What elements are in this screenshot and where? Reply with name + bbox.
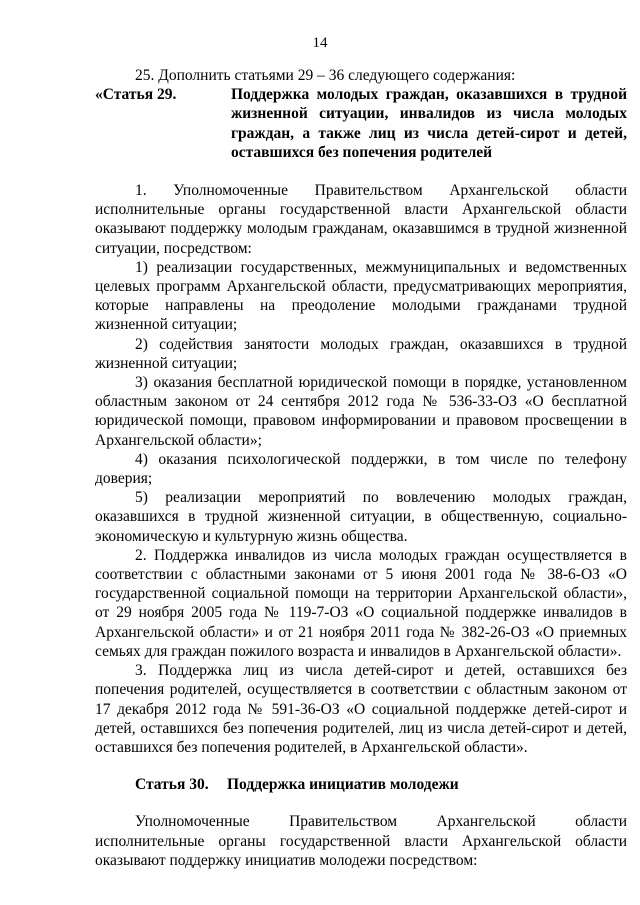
page-number: 14 bbox=[312, 35, 328, 51]
article-29-title: Поддержка молодых граждан, оказавшихся в трудной жизненной ситуации, инвалидов из числа молодых граждан, а также лиц из числа детей-сирот и детей, оставшихся без попечения родителей bbox=[231, 86, 627, 161]
art29-item-2: 2) содействия занятости молодых граждан, оказавшихся в трудной жизненной ситуации; bbox=[95, 335, 627, 372]
spacer bbox=[95, 794, 627, 812]
document-body bbox=[95, 66, 627, 870]
spacer bbox=[95, 757, 627, 775]
art29-item-5: 5) реализации мероприятий по вовлечению молодых граждан, оказавшихся в трудной жизненной ситуации, в общественную, социально-экономическую и культурную жизнь общества. bbox=[95, 489, 627, 545]
article-30-title: Поддержка инициатив молодежи bbox=[227, 776, 459, 794]
art29-paragraph-2: 2. Поддержка инвалидов из числа молодых граждан осуществляется в соответствии с областными законами от 5 июня 2001 года № 38-6-ОЗ «О государственной социальной помощи на территории Архангельской области», от 29 ноября 2005 года № 119-7-ОЗ «О социальной поддержке инвалидов в Архангельской области» и от 21 ноября 2011 года № 382-26-ОЗ «О приемных семьях для граждан пожилого возраста и инвалидов в Архангельской области». bbox=[95, 546, 627, 660]
art29-item-4: 4) оказания психологической поддержки, в том числе по телефону доверия; bbox=[95, 450, 627, 488]
art29-item-3: 3) оказания бесплатной юридической помощи в порядке, установленном областным законом от 24 сентября 2012 года № 536-33-ОЗ «О бесплатной юридической помощи, правовом информировании и правовом просвещении в Архангельской области»; bbox=[95, 374, 627, 449]
art29-paragraph-1: 1. Уполномоченные Правительством Архангельской области исполнительные органы государственной власти Архангельской области оказывают поддержку молодым гражданам, оказавшимся в трудной жизненной ситуации, посредством: bbox=[95, 182, 627, 257]
art30-paragraph-1: Уполномоченные Правительством Архангельской области исполнительные органы государственной власти Архангельской области оказывают поддержку инициатив молодежи посредством: bbox=[95, 813, 627, 869]
spacer bbox=[95, 162, 627, 181]
art29-paragraph-3: 3. Поддержка лиц из числа детей-сирот и детей, оставшихся без попечения родителей, осуществляется в соответствии с областным законом от 17 декабря 2012 года № 591-36-ОЗ «О социальной поддержке детей-сирот и детей, оставшихся без попечения родителей, лиц из числа детей-сирот и детей, оставшихся без попечения родителей, в Архангельской области». bbox=[95, 662, 627, 756]
art29-item-1: 1) реализации государственных, межмуниципальных и ведомственных целевых программ Архангельской области, предусматривающих мероприятия, которые направлены на преодоление молодыми гражданами трудной жизненной ситуации; bbox=[95, 258, 627, 334]
amendment-intro: 25. Дополнить статьями 29 – 36 следующего содержания: bbox=[135, 67, 516, 84]
article-30-label: Статья 30. bbox=[135, 776, 209, 794]
article-29-heading bbox=[95, 85, 627, 162]
article-29-label: «Статья 29. bbox=[95, 86, 177, 104]
article-30-heading bbox=[135, 775, 627, 794]
